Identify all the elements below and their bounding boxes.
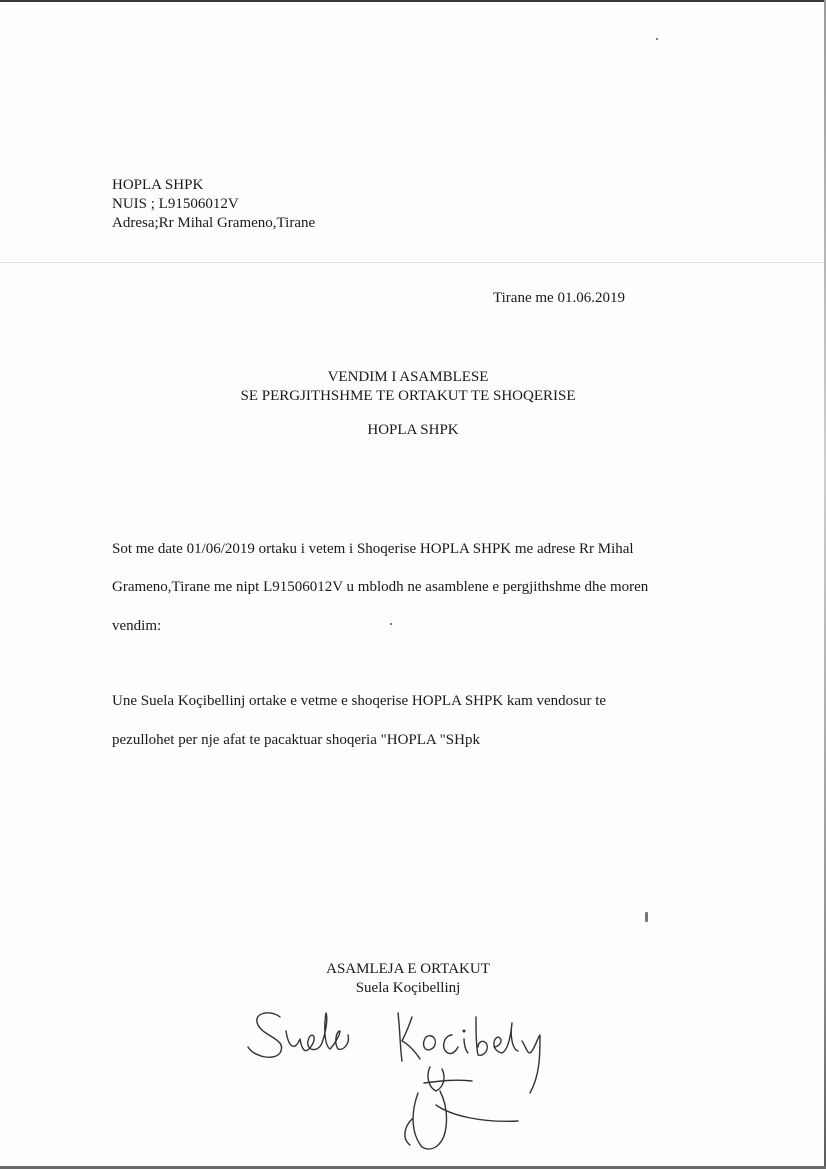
scan-speck: [390, 623, 392, 625]
scan-artifact-line: [0, 262, 826, 263]
company-address: Adresa;Rr Mihal Grameno,Tirane: [112, 215, 316, 231]
document-title: [0, 368, 826, 440]
body-paragraph-2-line-1: Une Suela Koçibellinj ortake e vetme e shoqerise HOPLA SHPK kam vendosur te: [112, 693, 607, 709]
scan-speck: [656, 38, 658, 40]
company-nuis: NUIS ; L91506012V: [112, 196, 239, 212]
signature-block: [0, 960, 826, 998]
handwritten-signature: [240, 995, 570, 1160]
body-paragraph-1-line-3: vendim:: [112, 618, 162, 634]
title-line-1: VENDIM I ASAMBLESE: [327, 369, 489, 385]
scan-speck: [645, 912, 648, 922]
signature-title: ASAMLEJA E ORTAKUT: [326, 961, 490, 977]
place-and-date: Tirane me 01.06.2019: [493, 290, 625, 306]
body-paragraph-1-line-2: Grameno,Tirane me nipt L91506012V u mblodh ne asamblene e pergjithshme dhe moren: [112, 579, 649, 595]
signatory-name: Suela Koçibellinj: [355, 980, 461, 996]
title-line-2: SE PERGJITHSHME TE ORTAKUT TE SHOQERISE: [240, 388, 576, 404]
company-name: HOPLA SHPK: [112, 177, 204, 193]
body-paragraph-2-line-2: pezullohet per nje afat te pacaktuar shoqeria "HOPLA "SHpk: [112, 732, 480, 748]
title-line-3: HOPLA SHPK: [367, 422, 459, 438]
company-header: [112, 176, 315, 233]
scan-edge-top: [0, 0, 826, 2]
body-paragraph-1-line-1: Sot me date 01/06/2019 ortaku i vetem i Shoqerise HOPLA SHPK me adrese Rr Mihal: [112, 541, 634, 557]
